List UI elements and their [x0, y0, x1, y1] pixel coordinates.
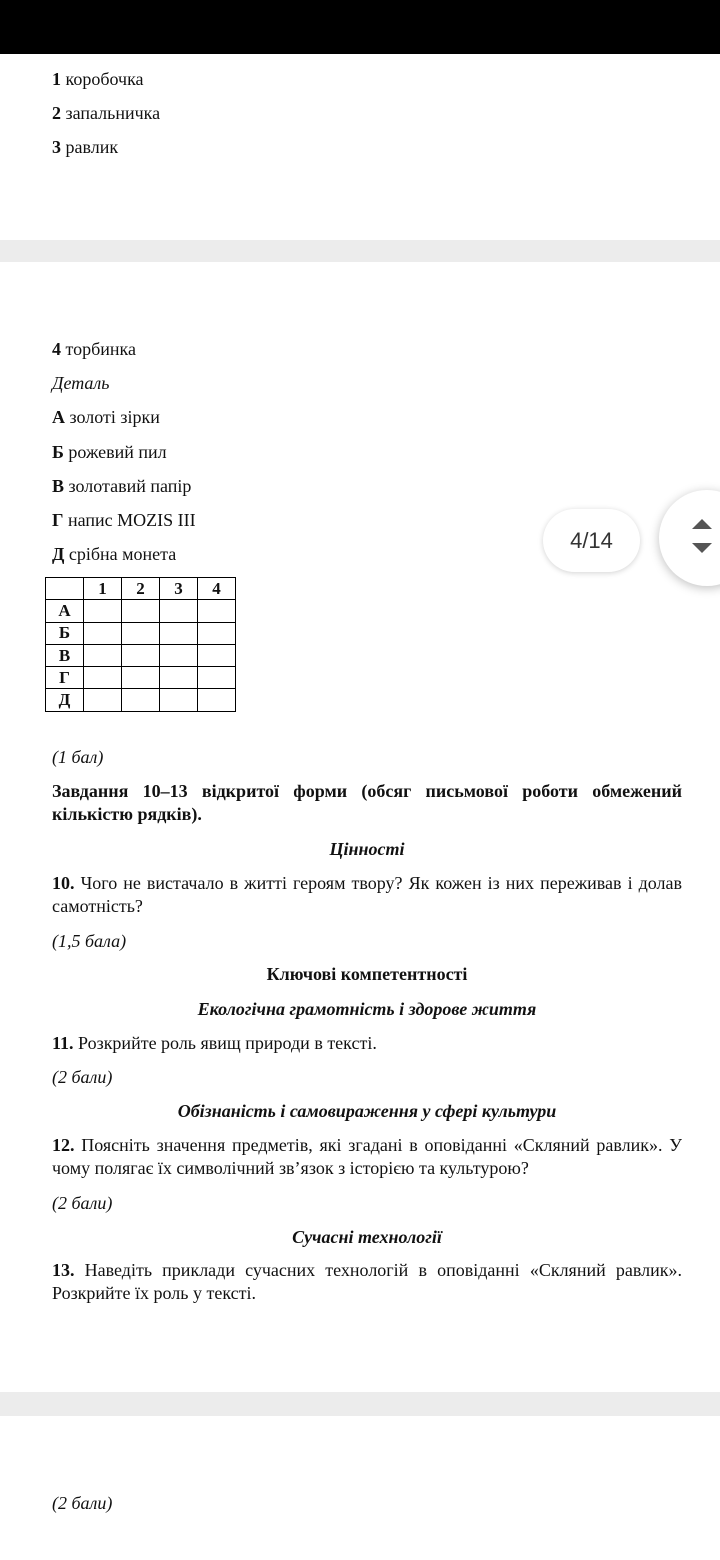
document-page-4 [0, 262, 720, 1392]
table-header-row [46, 578, 236, 600]
question-13: 13. Наведіть приклади сучасних технологій в оповіданні «Скляний равлик». Розкрийте їх роль у тексті. [52, 1260, 682, 1303]
detail-item: Г напис MOZIS III [52, 510, 196, 530]
table-cell [160, 622, 198, 644]
table-cell [198, 600, 236, 622]
table-cell [84, 622, 122, 644]
table-cell [160, 667, 198, 689]
list-item: 4 торбинка [52, 339, 137, 359]
row-header: Г [46, 667, 84, 689]
column-header: 2 [122, 578, 160, 600]
table-cell [122, 600, 160, 622]
section-heading: Обізнаність і самовираження у сфері культури [177, 1101, 557, 1121]
top-bar [0, 0, 720, 54]
table-cell [198, 644, 236, 666]
detail-item: Б рожевий пил [52, 442, 167, 462]
table-cell [84, 689, 122, 711]
table-corner-cell [46, 578, 84, 600]
score-label: (2 бали) [52, 1493, 113, 1513]
row-header: Б [46, 622, 84, 644]
row-header: А [46, 600, 84, 622]
table-row [46, 600, 236, 622]
table-cell [160, 689, 198, 711]
detail-item: Д срібна монета [52, 544, 177, 564]
page-indicator: 4/14 [543, 509, 640, 572]
section-heading: Ключові компетентності [266, 964, 468, 984]
score-label: (2 бали) [52, 1067, 113, 1087]
document-page-3 [0, 54, 720, 240]
list-item: 3 равлик [52, 137, 119, 157]
answer-grid [45, 577, 236, 712]
question-10: 10. Чого не вистачало в житті героям твору? Як кожен із них переживав і долав самотність? [52, 873, 683, 916]
arrow-down-icon[interactable] [692, 543, 712, 553]
table-cell [84, 600, 122, 622]
table-row [46, 622, 236, 644]
document-page-5 [0, 1416, 720, 1560]
score-label: (1 бал) [52, 747, 104, 767]
table-cell [198, 689, 236, 711]
table-cell [84, 667, 122, 689]
question-11: 11. Розкрийте роль явищ природи в тексті. [52, 1033, 377, 1053]
detail-item: В золотавий папір [52, 476, 192, 496]
table-cell [198, 622, 236, 644]
table-cell [198, 667, 236, 689]
table-cell [160, 600, 198, 622]
question-12: 12. Поясніть значення предметів, які згадані в оповіданні «Скляний равлик». У чому полягає їх символічний зв’язок з історією та культурою? [52, 1135, 683, 1178]
detail-item: А золоті зірки [52, 407, 160, 427]
arrow-up-icon[interactable] [692, 519, 712, 529]
table-cell [122, 644, 160, 666]
table-row [46, 667, 236, 689]
score-label: (2 бали) [52, 1193, 113, 1213]
detail-heading: Деталь [52, 373, 110, 393]
table-cell [160, 644, 198, 666]
column-header: 1 [84, 578, 122, 600]
table-row [46, 689, 236, 711]
table-cell [122, 667, 160, 689]
table-row [46, 644, 236, 666]
score-label: (1,5 бала) [52, 931, 127, 951]
column-header: 4 [198, 578, 236, 600]
table-cell [84, 644, 122, 666]
row-header: Д [46, 689, 84, 711]
section-heading: Сучасні технології [292, 1227, 442, 1247]
table-cell [122, 689, 160, 711]
list-item: 2 запальничка [52, 103, 161, 123]
section-heading: Екологічна грамотність і здорове життя [197, 999, 537, 1019]
table-cell [122, 622, 160, 644]
task-intro: Завдання 10–13 відкритої форми (обсяг письмової роботи обмежений кількістю рядків). [52, 781, 682, 824]
list-item: 1 коробочка [52, 69, 144, 89]
section-heading: Цінності [329, 839, 405, 859]
row-header: В [46, 644, 84, 666]
column-header: 3 [160, 578, 198, 600]
